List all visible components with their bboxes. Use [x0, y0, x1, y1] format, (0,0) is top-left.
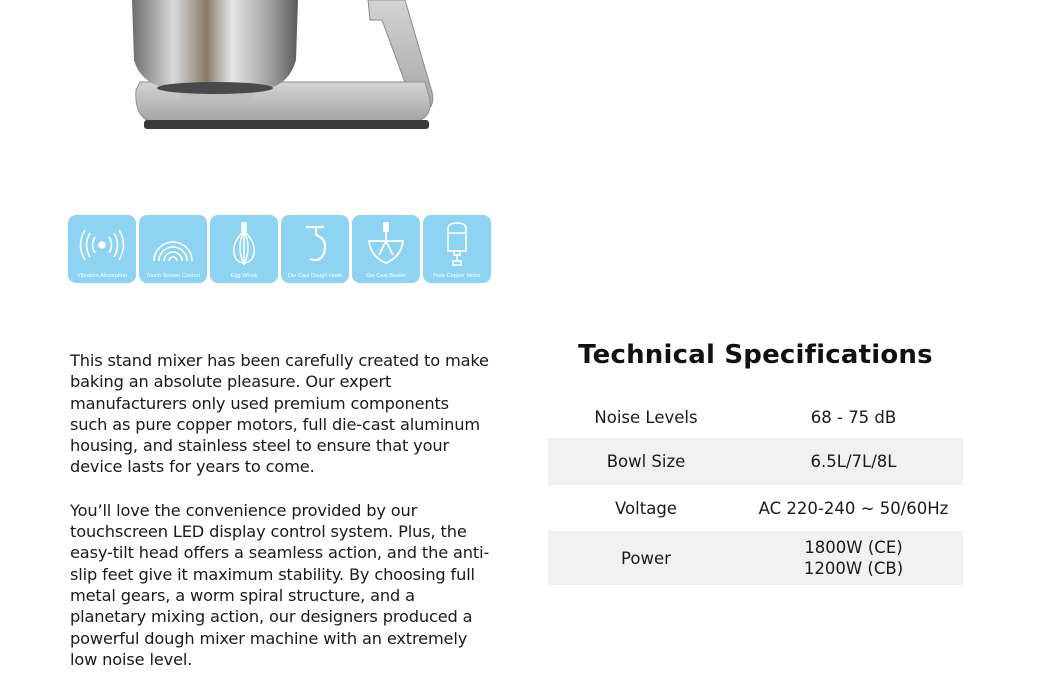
spec-value: 68 - 75 dB [810, 407, 897, 427]
feature-tile-vibration [68, 215, 136, 283]
stand-mixer-image [120, 0, 440, 135]
dough-hook-icon [290, 221, 340, 269]
spec-row-bowl-size [548, 438, 963, 485]
feature-label: Touch Screen Control [146, 273, 200, 279]
spec-label: Bowl Size [606, 452, 686, 471]
feature-label: Pure Copper Motor [433, 273, 481, 279]
touch-screen-icon [148, 221, 198, 269]
feature-tile-touch-screen [139, 215, 207, 283]
spec-title: Technical Specifications [578, 340, 933, 370]
description-paragraph-1: This stand mixer has been carefully created to make baking an absolute pleasure. Our expert manufacturers only used premium components such as pure copper motors, full die-cast aluminum housing, and stainless steel to ensure that your device lasts for years to come. [70, 351, 489, 477]
vibration-icon [77, 221, 127, 269]
feature-label: Die Cast Beater [366, 273, 406, 279]
spec-value-group [744, 537, 963, 579]
egg-whisk-icon [219, 221, 269, 269]
feature-tile-dough-hook [281, 215, 349, 283]
description-paragraph-2: You’ll love the convenience provided by our touchscreen LED display control system. Plus, the easy-tilt head offers a seamless action, and the anti-slip feet give it maximum stability. By choosing full metal gears, a worm spiral structure, and a planetary mixing action, our designers produced a powerful dough mixer machine with an extremely low noise level. [70, 500, 490, 669]
spec-row-power [548, 531, 963, 585]
feature-tile-egg-whisk [210, 215, 278, 283]
product-description [70, 350, 490, 692]
spec-value: AC 220-240 ~ 50/60Hz [758, 498, 949, 518]
spec-label: Power [621, 548, 671, 568]
feature-label: Egg Whisk [230, 273, 258, 279]
spec-table [548, 396, 963, 585]
feature-label: Die Cast Dough Hook [287, 273, 343, 279]
copper-motor-icon [432, 221, 482, 269]
spec-row-voltage [548, 485, 963, 531]
feature-tile-beater [352, 215, 420, 283]
spec-label: Voltage [615, 498, 677, 518]
spec-label: Noise Levels [594, 407, 698, 427]
beater-icon [361, 221, 411, 269]
feature-tile-copper-motor [423, 215, 491, 283]
spec-value: 6.5L/7L/8L [810, 452, 897, 471]
feature-label: Vibration Absorption [77, 273, 127, 279]
spec-value: 1200W (CB) [803, 559, 904, 578]
spec-row-noise [548, 396, 963, 438]
spec-value: 1800W (CE) [804, 538, 903, 557]
feature-icons-row [68, 215, 491, 283]
